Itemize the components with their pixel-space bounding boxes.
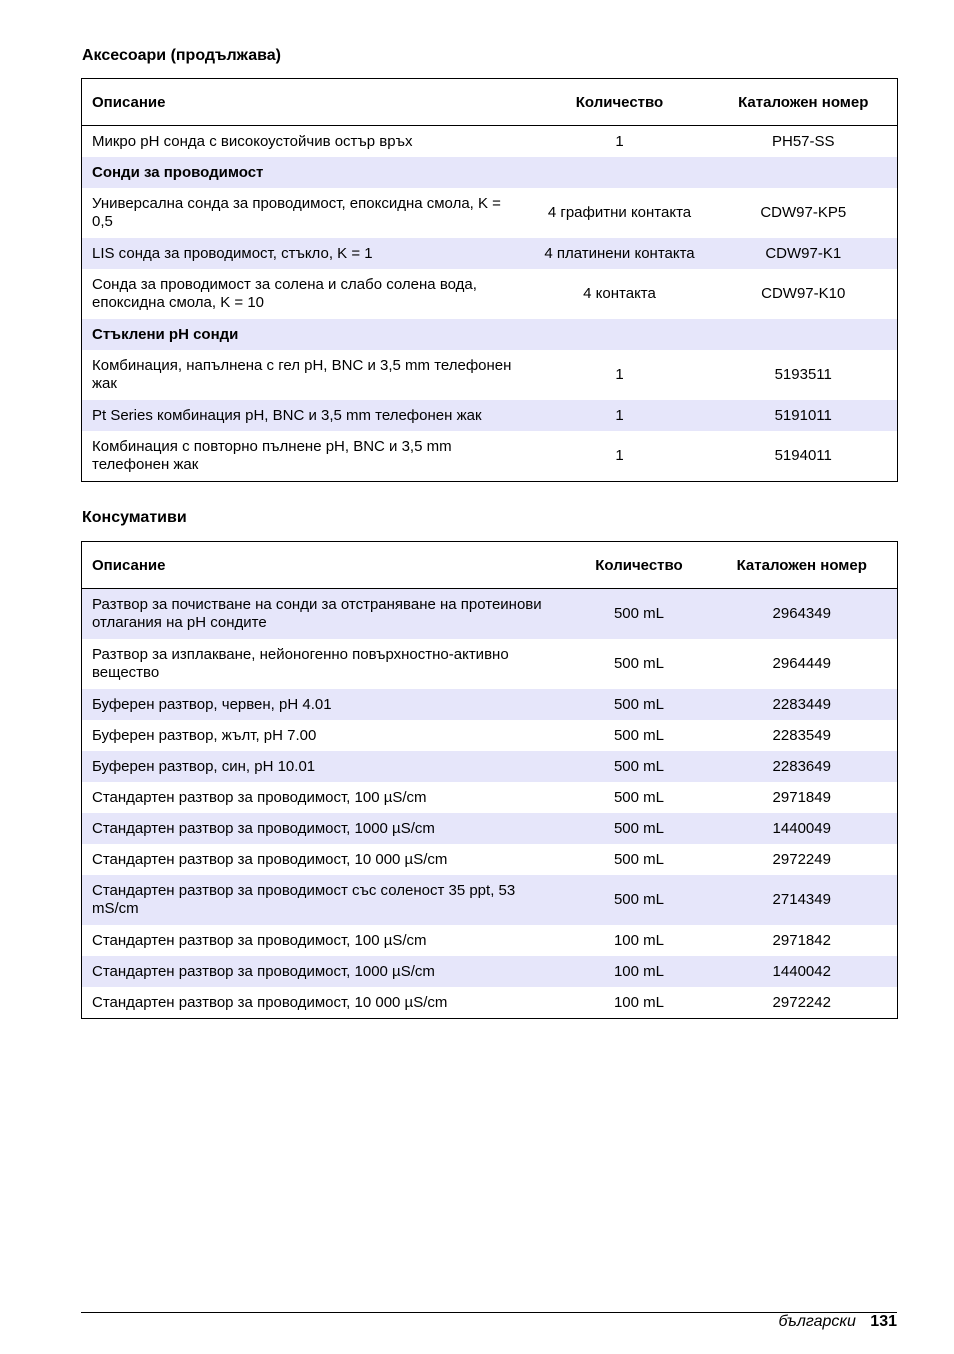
cell-quantity: 500 mL — [572, 813, 707, 844]
table-header-row — [82, 79, 898, 126]
group-row — [82, 157, 898, 188]
cell-catalog-number: 5194011 — [774, 447, 832, 464]
table-row — [82, 925, 898, 956]
cell-catalog-number: CDW97-K10 — [761, 285, 846, 302]
cell-quantity: 100 mL — [613, 993, 665, 1011]
cell-quantity: 1 — [615, 366, 624, 383]
cell-quantity: 500 mL — [613, 788, 665, 806]
table-row — [82, 689, 898, 720]
cell-description: Pt Series комбинация pH, BNC и 3,5 mm телефонен жак — [82, 400, 530, 431]
column-header-quantity: Количество — [530, 79, 710, 126]
cell-catalog-number: 2971842 — [772, 931, 831, 949]
section-title-consumables: Консумативи — [82, 509, 187, 526]
cell-quantity: 500 mL — [613, 726, 665, 744]
cell-quantity: 100 mL — [613, 931, 665, 949]
table-row — [82, 987, 898, 1019]
cell-quantity: 500 mL — [613, 850, 665, 868]
cell-catalog-number: 2283649 — [707, 751, 898, 782]
table-row — [82, 782, 898, 813]
cell-quantity: 4 контакта — [583, 285, 656, 302]
page-number: 131 — [870, 1313, 897, 1330]
column-header-catalog-number: Каталожен номер — [707, 542, 898, 589]
column-header-description: Описание — [82, 79, 530, 126]
cell-catalog-number: 1440042 — [707, 956, 898, 987]
table-row — [82, 126, 898, 158]
cell-description: Микро pH сонда с високоустойчив остър връх — [92, 132, 413, 150]
cell-catalog-number: 2283449 — [707, 689, 898, 720]
table-row — [82, 720, 898, 751]
table-row — [82, 431, 898, 482]
cell-catalog-number: 2964349 — [707, 589, 898, 640]
cell-catalog-number: 5191011 — [710, 400, 898, 431]
column-header-description: Описание — [82, 542, 572, 589]
table-row — [82, 639, 898, 689]
cell-description: Буферен разтвор, син, pH 10.01 — [82, 751, 572, 782]
accessories-table — [81, 78, 898, 482]
cell-description: Стандартен разтвор за проводимост, 10 000 µS/cm — [92, 850, 448, 868]
cell-catalog-number: 2972242 — [772, 993, 831, 1011]
cell-catalog-number: 2714349 — [707, 875, 898, 925]
table-row — [82, 956, 898, 987]
table-row — [82, 751, 898, 782]
group-heading: Стъклени pH сонди — [82, 319, 898, 350]
cell-description: Универсална сонда за проводимост, епоксидна смола, K = 0,5 — [92, 195, 501, 230]
table-row — [82, 589, 898, 640]
cell-description: Комбинация с повторно пълнене pH, BNC и 3,5 mm телефонен жак — [92, 438, 452, 473]
cell-description: Буферен разтвор, червен, pH 4.01 — [82, 689, 572, 720]
cell-catalog-number: 1440049 — [707, 813, 898, 844]
cell-catalog-number: 2283549 — [772, 726, 831, 744]
cell-quantity: 500 mL — [572, 875, 707, 925]
table-row — [82, 269, 898, 319]
cell-description: Стандартен разтвор за проводимост със соленост 35 ppt, 53 mS/cm — [82, 875, 572, 925]
cell-catalog-number: PH57-SS — [771, 132, 835, 150]
cell-quantity: 1 — [615, 132, 624, 150]
group-row — [82, 319, 898, 350]
cell-catalog-number: 5193511 — [774, 366, 832, 383]
table-row — [82, 813, 898, 844]
table-row — [82, 188, 898, 238]
table-row — [82, 350, 898, 400]
cell-description: Стандартен разтвор за проводимост, 100 µS/cm — [92, 931, 427, 949]
table-row — [82, 875, 898, 925]
cell-catalog-number: 2964449 — [772, 655, 831, 672]
column-header-quantity: Количество — [572, 542, 707, 589]
cell-description: Буферен разтвор, жълт, pH 7.00 — [92, 726, 317, 744]
cell-description: Разтвор за изплакване, нейоногенно повърхностно-активно вещество — [92, 646, 509, 681]
cell-description: Стандартен разтвор за проводимост, 10 000 µS/cm — [92, 993, 448, 1011]
cell-quantity: 500 mL — [572, 689, 707, 720]
section-title-accessories: Аксесоари (продължава) — [82, 47, 281, 64]
cell-description: Стандартен разтвор за проводимост, 1000 µS/cm — [82, 813, 572, 844]
cell-description: Стандартен разтвор за проводимост, 1000 µS/cm — [82, 956, 572, 987]
cell-quantity: 500 mL — [613, 655, 665, 672]
table-row — [82, 400, 898, 431]
cell-description: Комбинация, напълнена с гел pH, BNC и 3,5 mm телефонен жак — [92, 357, 512, 392]
table-row — [82, 844, 898, 875]
cell-quantity: 4 платинени контакта — [530, 238, 710, 269]
cell-description: Разтвор за почистване на сонди за отстраняване на протеинови отлагания на pH сондите — [82, 589, 572, 640]
cell-quantity: 500 mL — [572, 589, 707, 640]
cell-quantity: 4 графитни контакта — [547, 204, 692, 221]
cell-description: Сонда за проводимост за солена и слабо солена вода, епоксидна смола, K = 10 — [92, 276, 477, 311]
footer-language: български — [778, 1313, 856, 1330]
cell-catalog-number: 2971849 — [772, 788, 831, 806]
column-header-catalog-number: Каталожен номер — [710, 79, 898, 126]
table-header-row — [82, 542, 898, 589]
consumables-table — [81, 541, 898, 1019]
cell-quantity: 100 mL — [572, 956, 707, 987]
table-row — [82, 238, 898, 269]
cell-description: LIS сонда за проводимост, стъкло, K = 1 — [82, 238, 530, 269]
cell-catalog-number: CDW97-K1 — [710, 238, 898, 269]
cell-quantity: 1 — [615, 447, 624, 464]
cell-quantity: 1 — [530, 400, 710, 431]
cell-quantity: 500 mL — [572, 751, 707, 782]
group-heading: Сонди за проводимост — [82, 157, 898, 188]
footer-divider — [81, 1312, 897, 1313]
page-footer — [778, 1313, 897, 1331]
cell-catalog-number: CDW97-KP5 — [760, 204, 847, 221]
cell-description: Стандартен разтвор за проводимост, 100 µS/cm — [92, 788, 427, 806]
cell-catalog-number: 2972249 — [772, 850, 831, 868]
